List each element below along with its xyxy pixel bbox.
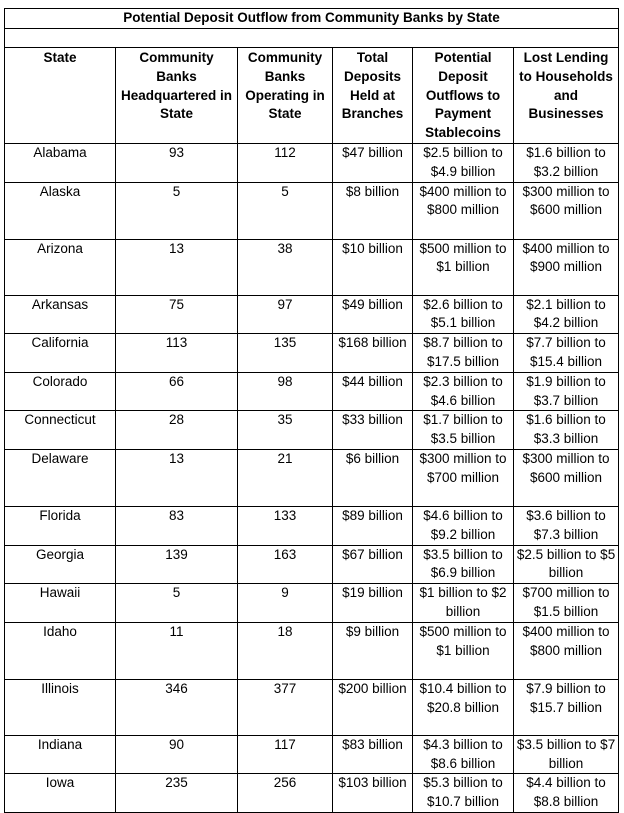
outflow-cell[interactable]: $10.4 billion to $20.8 billion [413,679,514,735]
table-row [5,295,619,334]
lost-lending-cell[interactable]: $7.7 billion to $15.4 billion [514,334,619,373]
table-row [5,506,619,545]
header-row [5,48,619,144]
table-row [5,679,619,735]
table-row [5,449,619,506]
outflow-cell[interactable]: $2.6 billion to $5.1 billion [413,295,514,334]
operating-count-cell[interactable]: 9 [238,584,333,623]
state-cell[interactable]: Alabama [5,143,116,182]
table-row [5,411,619,450]
table-row [5,334,619,373]
operating-count-cell[interactable]: 163 [238,545,333,584]
hq-count-cell[interactable]: 83 [116,506,238,545]
deposits-cell[interactable]: $33 billion [333,411,413,450]
hq-count-cell[interactable]: 93 [116,143,238,182]
hq-count-cell[interactable]: 235 [116,774,238,813]
outflow-cell[interactable]: $2.5 billion to $4.9 billion [413,143,514,182]
operating-count-cell[interactable]: 18 [238,622,333,679]
deposits-cell[interactable]: $8 billion [333,182,413,239]
table-row [5,545,619,584]
deposits-cell[interactable]: $47 billion [333,143,413,182]
hq-count-cell[interactable]: 66 [116,372,238,411]
outflow-cell[interactable]: $500 million to $1 billion [413,239,514,295]
deposits-cell[interactable]: $49 billion [333,295,413,334]
outflow-cell[interactable]: $4.6 billion to $9.2 billion [413,506,514,545]
lost-lending-cell[interactable]: $700 million to $1.5 billion [514,584,619,623]
state-cell[interactable]: California [5,334,116,373]
operating-count-cell[interactable]: 256 [238,774,333,813]
table-title[interactable]: Potential Deposit Outflow from Community Banks by State [5,9,619,29]
outflow-cell[interactable]: $2.3 billion to $4.6 billion [413,372,514,411]
header-state[interactable]: State [5,48,116,144]
operating-count-cell[interactable]: 112 [238,143,333,182]
state-cell[interactable]: Arizona [5,239,116,295]
deposits-cell[interactable]: $6 billion [333,449,413,506]
hq-count-cell[interactable]: 90 [116,735,238,774]
table-row [5,372,619,411]
state-cell[interactable]: Alaska [5,182,116,239]
state-cell[interactable]: Iowa [5,774,116,813]
deposits-cell[interactable]: $19 billion [333,584,413,623]
lost-lending-cell[interactable]: $1.6 billion to $3.3 billion [514,411,619,450]
hq-count-cell[interactable]: 139 [116,545,238,584]
state-cell[interactable]: Georgia [5,545,116,584]
lost-lending-cell[interactable]: $3.5 billion to $7 billion [514,735,619,774]
header-total-deposits[interactable]: Total Deposits Held at Branches [333,48,413,144]
deposits-cell[interactable]: $44 billion [333,372,413,411]
deposits-cell[interactable]: $67 billion [333,545,413,584]
state-cell[interactable]: Indiana [5,735,116,774]
operating-count-cell[interactable]: 377 [238,679,333,735]
table-row [5,735,619,774]
state-cell[interactable]: Arkansas [5,295,116,334]
outflow-cell[interactable]: $1 billion to $2 billion [413,584,514,623]
hq-count-cell[interactable]: 5 [116,182,238,239]
state-cell[interactable]: Idaho [5,622,116,679]
hq-count-cell[interactable]: 5 [116,584,238,623]
lost-lending-cell[interactable]: $300 million to $600 million [514,182,619,239]
spreadsheet [4,8,618,813]
hq-count-cell[interactable]: 11 [116,622,238,679]
outflow-cell[interactable]: $300 million to $700 million [413,449,514,506]
table-row [5,239,619,295]
deposit-outflow-table [4,8,619,813]
operating-count-cell[interactable]: 98 [238,372,333,411]
deposits-cell[interactable]: $9 billion [333,622,413,679]
spacer-row [5,29,619,48]
operating-count-cell[interactable]: 97 [238,295,333,334]
state-cell[interactable]: Delaware [5,449,116,506]
table-row [5,622,619,679]
outflow-cell[interactable]: $1.7 billion to $3.5 billion [413,411,514,450]
outflow-cell[interactable]: $4.3 billion to $8.6 billion [413,735,514,774]
lost-lending-cell[interactable]: $400 million to $800 million [514,622,619,679]
operating-count-cell[interactable]: 5 [238,182,333,239]
state-cell[interactable]: Connecticut [5,411,116,450]
operating-count-cell[interactable]: 35 [238,411,333,450]
deposits-cell[interactable]: $168 billion [333,334,413,373]
deposits-cell[interactable]: $200 billion [333,679,413,735]
table-row [5,182,619,239]
table-row [5,143,619,182]
hq-count-cell[interactable]: 113 [116,334,238,373]
lost-lending-cell[interactable]: $300 million to $600 million [514,449,619,506]
state-cell[interactable]: Illinois [5,679,116,735]
hq-count-cell[interactable]: 75 [116,295,238,334]
title-row [5,9,619,29]
lost-lending-cell[interactable]: $2.5 billion to $5 billion [514,545,619,584]
header-banks-operating[interactable]: Community Banks Operating in State [238,48,333,144]
lost-lending-cell[interactable]: $4.4 billion to $8.8 billion [514,774,619,813]
hq-count-cell[interactable]: 13 [116,449,238,506]
operating-count-cell[interactable]: 21 [238,449,333,506]
header-deposit-outflows[interactable]: Potential Deposit Outflows to Payment Stablecoins [413,48,514,144]
lost-lending-cell[interactable]: $2.1 billion to $4.2 billion [514,295,619,334]
table-row [5,584,619,623]
deposits-cell[interactable]: $89 billion [333,506,413,545]
deposits-cell[interactable]: $83 billion [333,735,413,774]
hq-count-cell[interactable]: 28 [116,411,238,450]
lost-lending-cell[interactable]: $3.6 billion to $7.3 billion [514,506,619,545]
outflow-cell[interactable]: $8.7 billion to $17.5 billion [413,334,514,373]
outflow-cell[interactable]: $3.5 billion to $6.9 billion [413,545,514,584]
deposits-cell[interactable]: $103 billion [333,774,413,813]
empty-cell[interactable] [5,29,619,48]
header-lost-lending[interactable]: Lost Lending to Households and Businesses [514,48,619,144]
lost-lending-cell[interactable]: $400 million to $900 million [514,239,619,295]
table-row [5,774,619,813]
hq-count-cell[interactable]: 346 [116,679,238,735]
operating-count-cell[interactable]: 38 [238,239,333,295]
hq-count-cell[interactable]: 13 [116,239,238,295]
lost-lending-cell[interactable]: $1.9 billion to $3.7 billion [514,372,619,411]
outflow-cell[interactable]: $500 million to $1 billion [413,622,514,679]
state-cell[interactable]: Hawaii [5,584,116,623]
lost-lending-cell[interactable]: $7.9 billion to $15.7 billion [514,679,619,735]
operating-count-cell[interactable]: 117 [238,735,333,774]
operating-count-cell[interactable]: 135 [238,334,333,373]
state-cell[interactable]: Florida [5,506,116,545]
lost-lending-cell[interactable]: $1.6 billion to $3.2 billion [514,143,619,182]
deposits-cell[interactable]: $10 billion [333,239,413,295]
header-banks-headquartered[interactable]: Community Banks Headquartered in State [116,48,238,144]
state-cell[interactable]: Colorado [5,372,116,411]
outflow-cell[interactable]: $5.3 billion to $10.7 billion [413,774,514,813]
outflow-cell[interactable]: $400 million to $800 million [413,182,514,239]
operating-count-cell[interactable]: 133 [238,506,333,545]
